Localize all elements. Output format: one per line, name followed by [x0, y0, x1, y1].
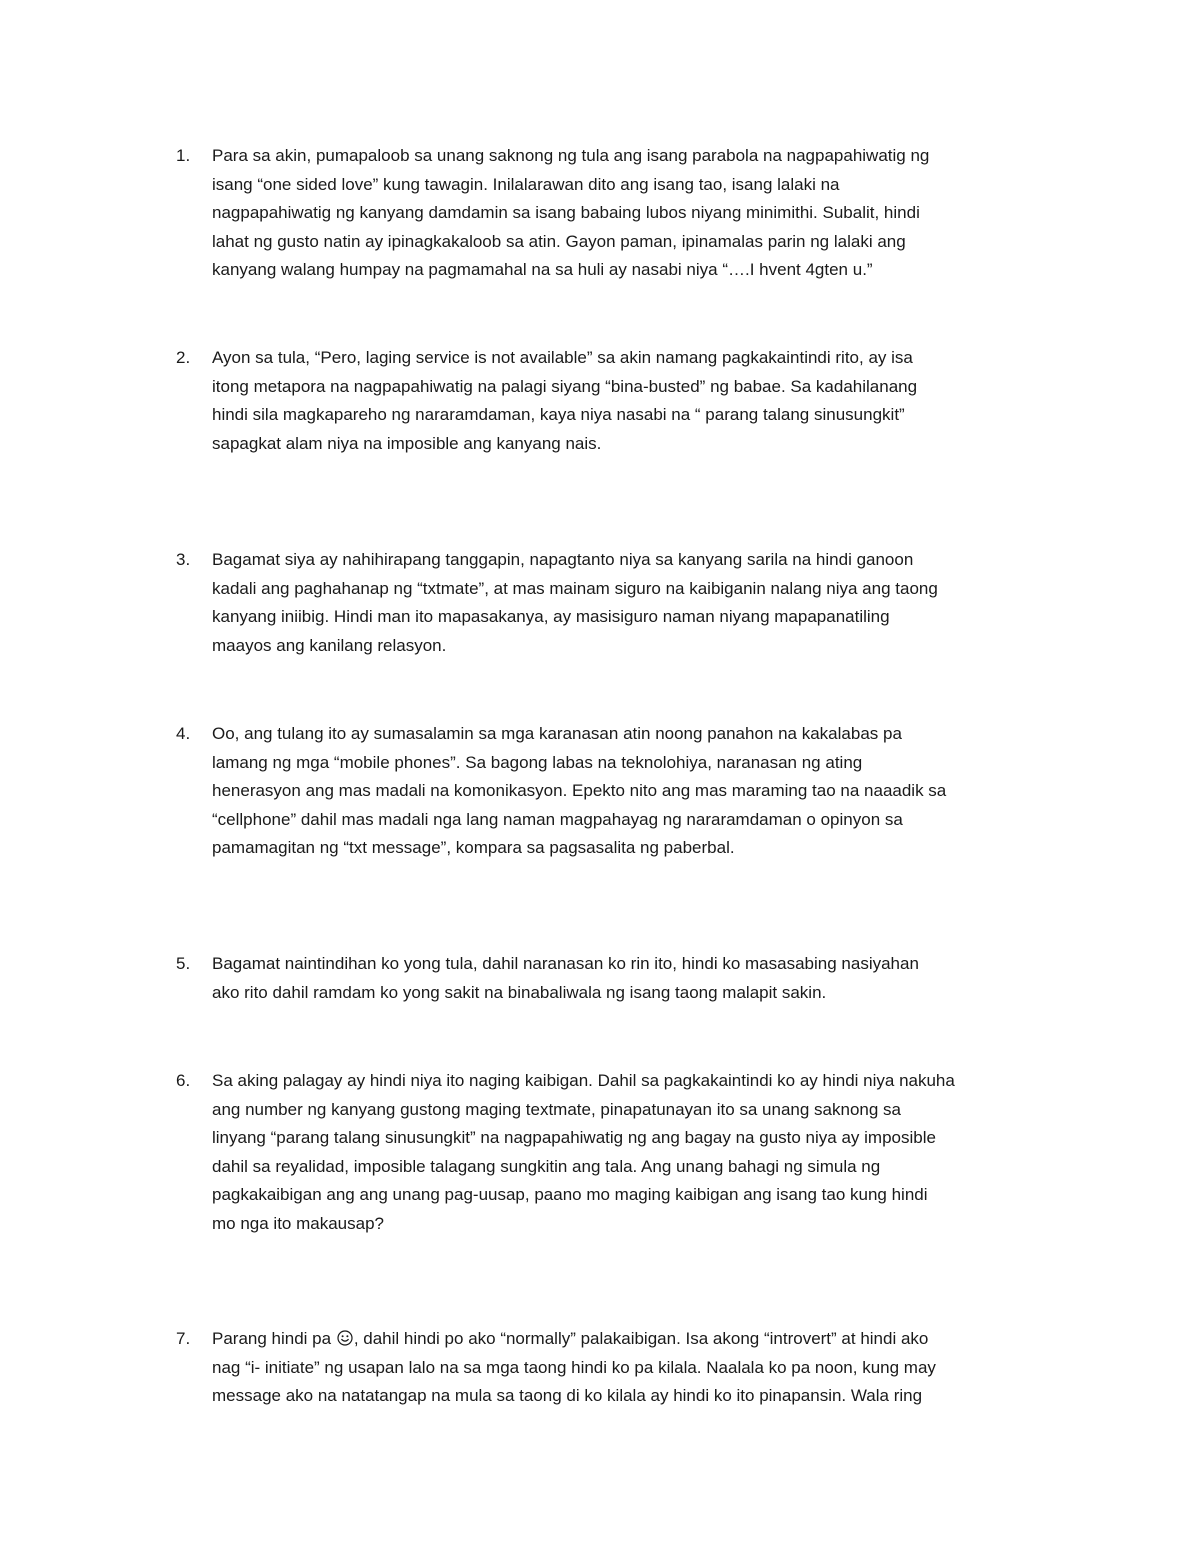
text-line: Bagamat naintindihan ko yong tula, dahil naranasan ko rin ito, hindi ko masasabing nasiyahan	[212, 954, 919, 973]
text-line	[212, 1325, 1062, 1354]
item-text	[212, 142, 1062, 285]
text-line: kanyang iniibig. Hindi man ito mapasakanya, ay masisiguro naman niyang mapapanatiling	[212, 607, 890, 627]
item-number: 6.	[176, 1071, 191, 1090]
text-line: lamang ng mga “mobile phones”. Sa bagong labas na teknolohiya, naranasan ng ating	[212, 752, 863, 772]
text-line: nag “i- initiate” ng usapan lalo na sa mga taong hindi ko pa kilala. Naalala ko pa noon, kung may	[212, 1357, 936, 1377]
item-text	[212, 1325, 1062, 1411]
item-text	[212, 720, 1062, 863]
text-segment: , dahil hindi po ako “normally” palakaibigan. Isa akong “introvert” at hindi ako	[353, 1329, 929, 1348]
text-line: henerasyon ang mas madali na komonikasyon. Epekto nito ang mas maraming tao na naaadik sa	[212, 781, 947, 801]
item-number: 5.	[176, 954, 191, 973]
text-line: kanyang walang humpay na pagmamahal na sa huli ay nasabi niya “….I hvent 4gten u.”	[212, 260, 873, 280]
text-line: hindi sila magkapareho ng nararamdaman, kaya niya nasabi na “ parang talang sinusungkit”	[212, 405, 905, 425]
text-line: dahil sa reyalidad, imposible talagang sungkitin ang tala. Ang unang bahagi ng simula ng	[212, 1156, 881, 1176]
text-line: pamamagitan ng “txt message”, kompara sa pagsasalita ng paberbal.	[212, 838, 735, 858]
item-text	[212, 1067, 1062, 1239]
text-line: isang “one sided love” kung tawagin. Inilalarawan dito ang isang tao, isang lalaki na	[212, 174, 840, 194]
item-number: 4.	[176, 724, 191, 743]
text-line: maayos ang kanilang relasyon.	[212, 635, 447, 655]
item-number: 3.	[176, 550, 191, 569]
text-line: message ako na natatangap na mula sa taong di ko kilala ay hindi ko ito pinapansin. Wala ring	[212, 1386, 923, 1406]
text-line: Ayon sa tula, “Pero, laging service is not available” sa akin namang pagkakaintindi rito, ay isa	[212, 348, 913, 367]
text-line: Sa aking palagay ay hindi niya ito naging kaibigan. Dahil sa pagkakaintindi ko ay hindi niya nakuha	[212, 1071, 955, 1090]
item-text	[212, 950, 1062, 1007]
text-line: itong metapora na nagpapahiwatig na palagi siyang “bina-busted” ng babae. Sa kadahilanang	[212, 376, 918, 396]
smiley-icon	[337, 1330, 353, 1346]
text-line: pagkakaibigan ang ang unang pag-uusap, paano mo maging kaibigan ang isang tao kung hindi	[212, 1185, 928, 1205]
text-line: kadali ang paghahanap ng “txtmate”, at mas mainam siguro na kaibiganin nalang niya ang taong	[212, 578, 938, 598]
text-line: ang number ng kanyang gustong maging textmate, pinapatunayan ito sa unang saknong sa	[212, 1099, 901, 1119]
text-line: linyang “parang talang sinusungkit” na nagpapahiwatig ng ang bagay na gusto niya ay imposible	[212, 1128, 936, 1148]
text-line: mo nga ito makausap?	[212, 1213, 384, 1233]
item-number: 2.	[176, 348, 191, 367]
text-line: Oo, ang tulang ito ay sumasalamin sa mga karanasan atin noong panahon na kakalabas pa	[212, 724, 902, 743]
text-segment: Parang hindi pa	[212, 1329, 336, 1348]
item-text	[212, 344, 1062, 458]
text-line: lahat ng gusto natin ay ipinagkakaloob sa atin. Gayon paman, ipinamalas parin ng lalaki ang	[212, 231, 906, 251]
item-number: 1.	[176, 146, 191, 165]
item-text	[212, 546, 1062, 660]
text-line: nagpapahiwatig ng kanyang damdamin sa isang babaing lubos niyang minimithi. Subalit, hindi	[212, 203, 920, 223]
text-line: ako rito dahil ramdam ko yong sakit na binabaliwala ng isang taong malapit sakin.	[212, 982, 827, 1002]
text-line: Bagamat siya ay nahihirapang tanggapin, napagtanto niya sa kanyang sarila na hindi ganoon	[212, 550, 914, 569]
text-line: sapagkat alam niya na imposible ang kanyang nais.	[212, 433, 602, 453]
item-number: 7.	[176, 1329, 191, 1348]
text-line: “cellphone” dahil mas madali nga lang naman magpahayag ng nararamdaman o opinyon sa	[212, 809, 903, 829]
text-line: Para sa akin, pumapaloob sa unang saknong ng tula ang isang parabola na nagpapahiwatig ng	[212, 146, 930, 165]
